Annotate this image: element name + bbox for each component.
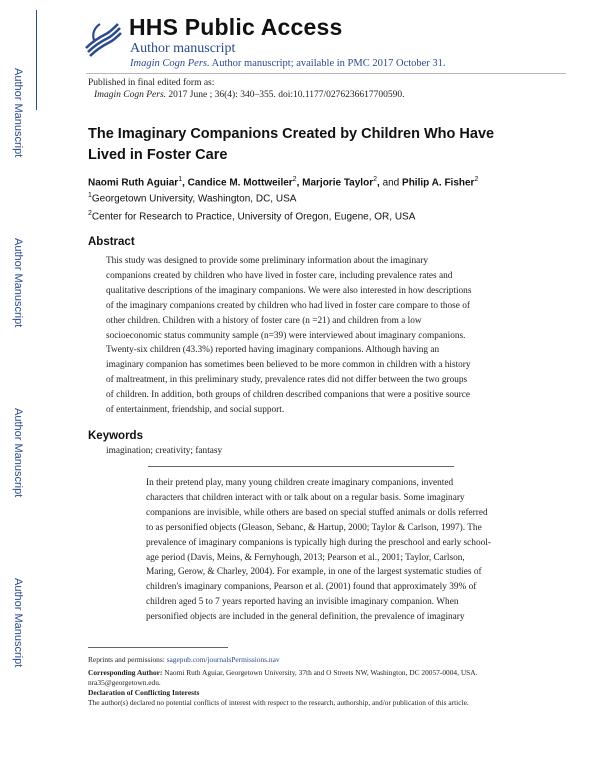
journal-name: Imagin Cogn Pers. bbox=[130, 58, 210, 69]
author-conjunction: and bbox=[382, 177, 400, 189]
abstract-line: imaginary companion has sometimes been believed to be more common in children with a history bbox=[106, 360, 471, 371]
body-line: children aged 5 to 7 years reported having an invisible imaginary companion. When bbox=[146, 597, 459, 608]
abstract-line: other children. Children with a history of foster care (n =21) and children from a low bbox=[106, 315, 422, 326]
abstract-line: qualitative descriptions of the imaginary companions. We were also interested in how descriptions bbox=[106, 285, 472, 296]
sidebar-label: Author Manuscript bbox=[12, 578, 24, 668]
reprints-label: Reprints and permissions: bbox=[88, 655, 165, 664]
author-manuscript-sidebar bbox=[0, 0, 36, 776]
sidebar-label: Author Manuscript bbox=[12, 238, 24, 328]
availability-text: Author manuscript; available in PMC 2017 October 31. bbox=[211, 58, 446, 69]
email-line: nra35@georgetown.edu. bbox=[88, 678, 161, 687]
corresponding-author-footnote bbox=[88, 668, 518, 678]
conflict-label bbox=[88, 688, 518, 698]
permissions-link[interactable]: sagepub.com/journalsPermissions.nav bbox=[166, 655, 280, 664]
abstract-body bbox=[106, 254, 526, 418]
published-in-label: Published in final edited form as: bbox=[88, 78, 215, 88]
abstract-line: companions created by children who have lived in foster care, including prevalence rates and bbox=[106, 270, 453, 281]
author-list: Naomi Ruth Aguiar$^1$, Candice M. Mottweiler$^2$, Marjorie Taylor$^2$, and Philip A. Fisher$^2$ bbox=[88, 176, 479, 189]
hhs-eagle-logo-icon bbox=[80, 18, 124, 62]
abstract-line: This study was designed to provide some preliminary information about the imaginary bbox=[106, 256, 428, 266]
corresponding-label: Corresponding Author: bbox=[88, 668, 163, 677]
affiliation-mark: 1 bbox=[88, 192, 92, 199]
abstract-line: Twenty-six children (43.3%) reported having imaginary companions. Although having an bbox=[106, 345, 440, 356]
abstract-line: of children. In addition, both groups of children described companions that were a positive source bbox=[106, 390, 471, 401]
abstract-heading: Abstract bbox=[88, 236, 135, 248]
author-affiliation-mark: 2 bbox=[292, 176, 297, 183]
citation-line bbox=[94, 90, 405, 100]
author-name: Philip A. Fisher bbox=[402, 177, 475, 189]
author-affiliation-mark: 2 bbox=[373, 176, 377, 183]
author-affiliation-mark: 2 bbox=[474, 176, 479, 183]
header-rule bbox=[86, 73, 566, 74]
reprints-footnote bbox=[88, 655, 518, 665]
body-line: personified objects are included in the general definition, the prevalence of imaginary bbox=[146, 612, 465, 623]
affiliation-text: Center for Research to Practice, University of Oregon, Eugene, OR, USA bbox=[91, 211, 416, 223]
citation-journal: Imagin Cogn Pers. bbox=[94, 90, 167, 100]
author-name: Marjorie Taylor bbox=[302, 177, 374, 189]
affiliation-line bbox=[88, 210, 415, 222]
affiliation-mark: 2 bbox=[88, 210, 92, 217]
citation-details: 2017 June ; 36(4): 340–355. doi:10.1177/0276236617700590. bbox=[168, 90, 405, 100]
abstract-line: of entertainment, friendship, and social support. bbox=[106, 405, 285, 416]
corresponding-text: Naomi Ruth Aguiar, Georgetown University, 37th and O Streets NW, Washington, DC 20057-0004, USA. bbox=[164, 668, 478, 677]
hhs-public-access-title: HHS Public Access bbox=[129, 14, 343, 40]
body-line: characters that children interact with or talk about on a regular basis. Some imaginary bbox=[146, 492, 465, 503]
body-line: companions are invisible, while others are based on special stuffed animals or dolls referred bbox=[146, 507, 488, 518]
affiliation-line bbox=[88, 192, 296, 204]
article-title: The Imaginary Companions Created by Children Who Have Lived in Foster Care bbox=[88, 126, 495, 163]
abstract-line: socioeconomic status community sample (n=39) were interviewed about imaginary companions. bbox=[106, 330, 466, 341]
body-line: Maring, Gerow, & Charley, 2004). For example, in one of the largest systematic studies of bbox=[146, 567, 482, 578]
author-name: Naomi Ruth Aguiar bbox=[88, 177, 179, 189]
affiliation-text: Georgetown University, Washington, DC, USA bbox=[91, 193, 297, 205]
keywords-text: imagination; creativity; fantasy bbox=[106, 446, 223, 456]
author-affiliation-mark: 1 bbox=[178, 176, 183, 183]
header-divider-line bbox=[36, 10, 37, 110]
keywords-heading: Keywords bbox=[88, 430, 143, 442]
body-line: to as personified objects (Gleason, Sebanc, & Hartup, 2000; Taylor & Carlson, 1997). The bbox=[146, 522, 482, 533]
author-manuscript-label: Author manuscript bbox=[130, 41, 236, 56]
conflict-heading: Declaration of Conflicting Interests bbox=[88, 688, 200, 697]
body-line: children's imaginary companions, Pearson et al. (2001) found that approximately 39% of bbox=[146, 582, 477, 593]
body-text bbox=[146, 476, 518, 625]
availability-line bbox=[130, 58, 446, 69]
footnote-rule bbox=[88, 647, 228, 648]
abstract-line: of the imaginary companions created by children who had lived in foster care compare to those of bbox=[106, 300, 470, 311]
body-line: prevalence of imaginary companions is typically high during the preschool and early school- bbox=[146, 537, 491, 548]
conflict-text: The author(s) declared no potential conflicts of interest with respect to the research, authorship, and/or publication of this article. bbox=[88, 698, 469, 707]
author-name: Candice M. Mottweiler bbox=[187, 177, 293, 189]
sidebar-label: Author Manuscript bbox=[12, 408, 24, 498]
body-line: age period (Davis, Meins, & Fernyhough, 2013; Pearson et al., 2001; Taylor, Carlson, bbox=[146, 552, 465, 563]
abstract-line: of maltreatment, in this preliminary study, prevalence rates did not differ between the two groups bbox=[106, 375, 468, 386]
section-rule bbox=[148, 466, 454, 467]
sidebar-label: Author Manuscript bbox=[12, 68, 24, 158]
body-line: In their pretend play, many young children create imaginary companions, invented bbox=[146, 478, 454, 488]
